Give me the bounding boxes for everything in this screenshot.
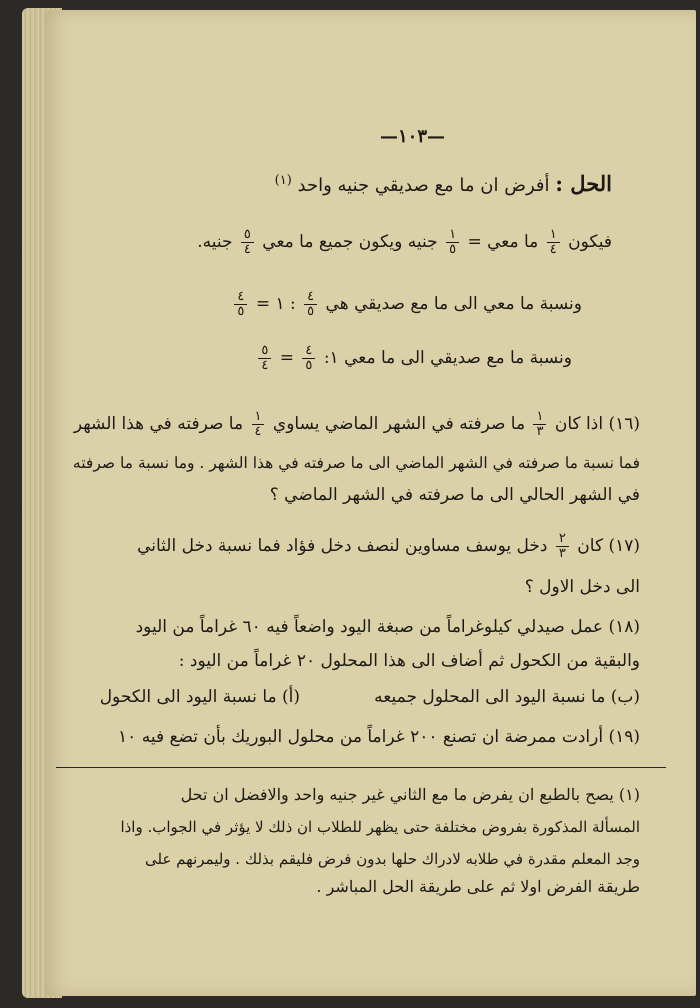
denominator: ٤	[243, 242, 251, 257]
denominator: ٥	[449, 242, 457, 257]
solution-line-1	[275, 170, 612, 197]
problem-16-line-1	[74, 410, 640, 439]
fraction	[302, 344, 315, 373]
denominator: ٤	[254, 424, 262, 439]
fraction	[556, 532, 569, 561]
numerator: ٤	[304, 290, 317, 305]
fraction	[258, 344, 271, 373]
text-segment: (١٦) اذا كان	[554, 414, 640, 434]
fraction	[234, 290, 247, 319]
text-segment: جنيه.	[197, 232, 233, 252]
text-segment: ونسبة ما معي الى ما مع صديقي هي	[325, 294, 582, 314]
text-segment: (١٧) كان	[577, 536, 640, 556]
text-segment: فيكون	[568, 232, 612, 252]
problem-17-line-2: الى دخل الاول ؟	[524, 577, 640, 597]
problem-16-line-3: في الشهر الحالي الى ما صرفته في الشهر الماضي ؟	[269, 485, 640, 505]
solution-line-3	[231, 290, 582, 319]
footnote-line-2: المسألة المذكورة بفروض مختلفة حتى يظهر للطلاب ان ذلك لا يؤثر في الجواب. واذا	[120, 818, 640, 836]
numerator: ٥	[241, 228, 254, 243]
numerator: ١	[252, 410, 265, 425]
problem-18-line-3b: (أ) ما نسبة اليود الى الكحول	[99, 687, 300, 707]
problem-16-line-2: فما نسبة ما صرفته في الشهر الماضي الى ما صرفته في هذا الشهر . وما نسبة ما صرفته	[72, 454, 640, 472]
text-segment: : ١ =	[255, 294, 296, 314]
denominator: ٤	[549, 242, 557, 257]
numerator: ٢	[556, 532, 569, 547]
text-segment: ما صرفته في الشهر الماضي يساوي	[272, 414, 526, 434]
denominator: ٥	[305, 358, 313, 373]
numerator: ١	[533, 410, 546, 425]
numerator: ٤	[234, 290, 247, 305]
fraction	[241, 228, 254, 257]
problem-18-line-2: والبقية من الكحول ثم أضاف الى هذا المحلول ٢٠ غراماً من اليود :	[178, 651, 640, 671]
denominator: ٤	[261, 358, 269, 373]
solution-label: الحل :	[555, 171, 612, 196]
text-segment: ونسبة ما مع صديقي الى ما معي ١:	[323, 348, 572, 368]
numerator: ٤	[302, 344, 315, 359]
problem-19-line-1: (١٩) أرادت ممرضة ان تصنع ٢٠٠ غراماً من محلول البوريك بأن تضع فيه ١٠	[118, 727, 640, 747]
solution-line-2	[197, 228, 612, 257]
numerator: ٥	[258, 344, 271, 359]
text-segment: =	[279, 348, 295, 368]
footnote-divider	[56, 767, 666, 768]
footnote-line-3: وجد المعلم مقدرة في طلابه لادراك حلها بدون فرض فليقم بذلك . وليمرنهم على	[144, 850, 640, 868]
footnote-reference: (١)	[274, 173, 292, 188]
solution-text: أفرض ان ما مع صديقي جنيه واحد	[297, 175, 550, 196]
denominator: ٣	[536, 424, 544, 439]
problem-17-line-1	[137, 532, 640, 561]
solution-line-4	[255, 344, 572, 373]
problem-18-line-3a: (ب) ما نسبة اليود الى المحلول جميعه	[374, 687, 640, 707]
fraction	[252, 410, 265, 439]
denominator: ٥	[307, 304, 315, 319]
denominator: ٣	[558, 546, 566, 561]
footnote-line-4: طريقة الفرض اولا ثم على طريقة الحل المباشر .	[316, 877, 640, 896]
text-segment: دخل يوسف مساوين لنصف دخل فؤاد فما نسبة دخل الثاني	[137, 536, 548, 556]
numerator: ١	[547, 228, 560, 243]
text-segment: ما معي =	[467, 232, 539, 252]
fraction	[547, 228, 560, 257]
footnote-line-1: (١) يصح بالطبع ان يفرض ما مع الثاني غير جنيه واحد والافضل ان تحل	[180, 785, 640, 804]
problem-18-line-1: (١٨) عمل صيدلي كيلوغراماً من صبغة اليود واضعاً فيه ٦٠ غراماً من اليود	[135, 617, 640, 637]
text-segment: جنيه ويكون جميع ما معي	[262, 232, 438, 252]
fraction	[533, 410, 546, 439]
page-number: —١٠٣—	[380, 126, 446, 147]
fraction	[304, 290, 317, 319]
denominator: ٥	[237, 304, 245, 319]
numerator: ١	[446, 228, 459, 243]
text-segment: ما صرفته في هذا الشهر	[73, 414, 244, 434]
fraction	[446, 228, 459, 257]
